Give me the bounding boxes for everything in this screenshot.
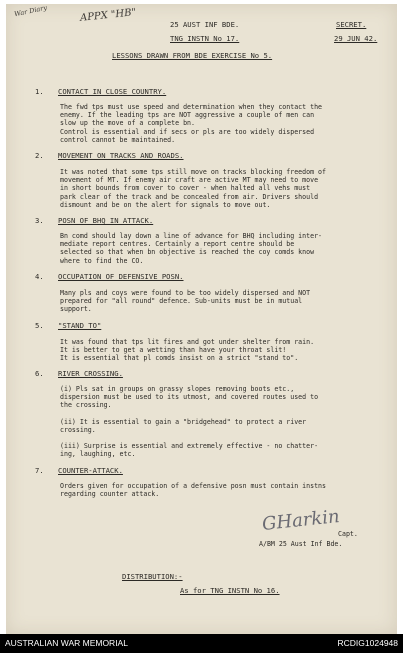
section-number: 5. [35, 321, 44, 330]
section-paragraph: (iii) Surprise is essential and extremely effective - no chatter- ing, laughing, etc. [60, 442, 319, 459]
handwritten-signature: GHarkin [261, 505, 341, 536]
section-number: 1. [35, 87, 44, 96]
section-heading: CONTACT IN CLOSE COUNTRY. [58, 87, 167, 96]
handwritten-note-appendix: APPX "HB" [79, 7, 137, 24]
section-heading: OCCUPATION OF DEFENSIVE POSN. [58, 272, 184, 281]
archive-name: AUSTRALIAN WAR MEMORIAL [5, 638, 128, 648]
document-title: LESSONS DRAWN FROM BDE EXERCISE No 5. [112, 51, 273, 60]
handwritten-note-war-diary: War Diary [13, 3, 48, 19]
instruction-number: TNG INSTN No 17. [170, 34, 240, 43]
section-paragraph: It was found that tps lit fires and got under shelter from rain. It is better to get a wetting than have your throat slit! It is essential that pl comds insist on a strict "stand to". [60, 338, 315, 363]
archive-footer [0, 634, 403, 653]
classification: SECRET. [336, 20, 367, 29]
distribution-label: DISTRIBUTION:- [122, 572, 183, 581]
record-id: RCDIG1024948 [337, 638, 398, 648]
section-paragraph: It was noted that some tps still move on tracks blocking freedom of movement of MT. If enemy air craft are active MT may need to move in short bounds from cover to cover - when halted all vehs must park clear of the track and be concealed from air. Drivers should dismount and be on the alert for signals to move out. [60, 168, 326, 209]
section-heading: "STAND TO" [58, 321, 102, 330]
section-paragraph: The fwd tps must use speed and determination when they contact the enemy. If the leading tps are NOT aggressive a couple of men can slow up the move of a complete bn. Control is essential and if secs or pls are too widely dispersed control cannot be maintained. [60, 103, 323, 144]
section-heading: POSN OF BHQ IN ATTACK. [58, 216, 154, 225]
section-heading: MOVEMENT ON TRACKS AND ROADS. [58, 151, 184, 160]
distribution-text: As for TNG INSTN No 16. [180, 586, 280, 595]
section-number: 2. [35, 151, 44, 160]
section-paragraph: (i) Pls sat in groups on grassy slopes removing boots etc., dispersion must be used to its utmost, and covered routes used to the crossing. [60, 385, 319, 410]
section-number: 6. [35, 369, 44, 378]
section-number: 4. [35, 272, 44, 281]
section-number: 7. [35, 466, 44, 475]
section-paragraph: Many pls and coys were found to be too widely dispersed and NOT prepared for "all round" defence. Sub-units must be in mutual support. [60, 289, 311, 314]
signatory-rank: Capt. [338, 530, 358, 538]
section-paragraph: Orders given for occupation of a defensive posn must contain instns regarding counter attack. [60, 482, 326, 499]
section-heading: RIVER CROSSING. [58, 369, 123, 378]
section-paragraph: (ii) It is essential to gain a "bridgehead" to protect a river crossing. [60, 418, 307, 435]
section-heading: COUNTER-ATTACK. [58, 466, 123, 475]
signatory-appointment: A/BM 25 Aust Inf Bde. [259, 540, 343, 548]
section-number: 3. [35, 216, 44, 225]
unit-name: 25 AUST INF BDE. [170, 20, 240, 29]
section-paragraph: Bn comd should lay down a line of advance for BHQ including inter- mediate report centres. Certainly a report centre should be selected so that when bn objective is reached the coy comds know where to find the CO. [60, 232, 323, 265]
document-date: 29 JUN 42. [334, 34, 378, 43]
